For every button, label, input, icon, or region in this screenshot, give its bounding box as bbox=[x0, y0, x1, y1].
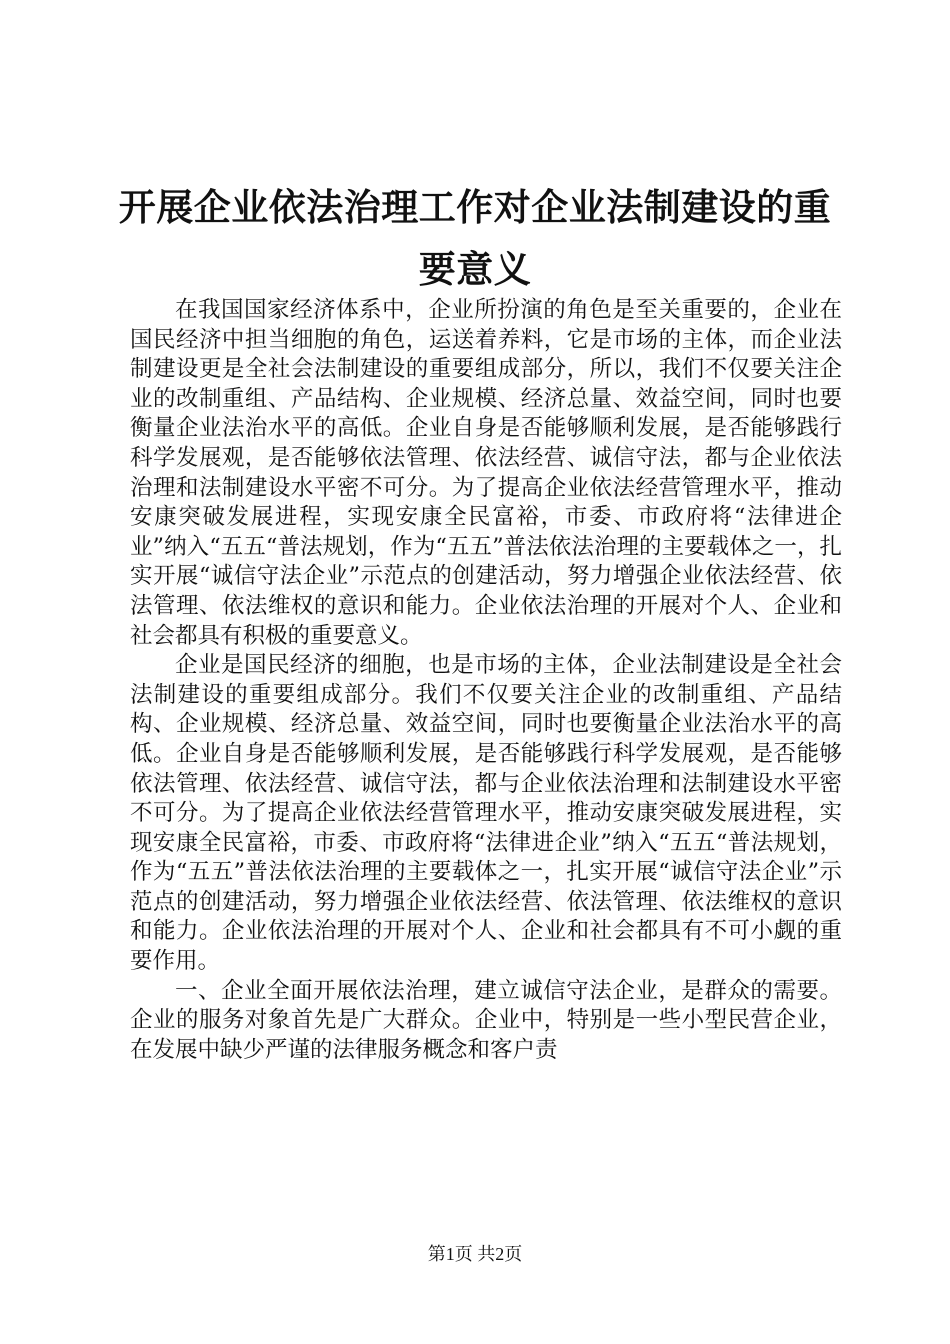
paragraph-1: 在我国国家经济体系中，企业所扮演的角色是至关重要的，企业在国民经济中担当细胞的角色，运送着养料，它是市场的主体，而企业法制建设更是全社会法制建设的重要组成部分，所以，我们不仅要关注企业的改制重组、产品结构、企业规模、经济总量、效益空间，同时也要衡量企业法治水平的高低。企业自身是否能够顺利发展，是否能够践行科学发展观，是否能够依法管理、依法经营、诚信守法，都与企业依法治理和法制建设水平密不可分。为了提高企业依法经营管理水平，推动安康突破发展进程，实现安康全民富裕，市委、市政府将“法律进企业”纳入“五五“普法规划，作为“五五”普法依法治理的主要载体之一，扎实开展“诚信守法企业”示范点的创建活动，努力增强企业依法经营、依法管理、依法维权的意识和能力。企业依法治理的开展对个人、企业和社会都具有积极的重要意义。 bbox=[130, 297, 842, 649]
document-title: 开展企业依法治理工作对企业法制建设的重要意义 bbox=[118, 185, 832, 291]
page-number-footer: 第1页 共2页 bbox=[427, 1244, 523, 1264]
document-body bbox=[130, 296, 842, 1065]
paragraph-2: 企业是国民经济的细胞，也是市场的主体，企业法制建设是全社会法制建设的重要组成部分。我们不仅要关注企业的改制重组、产品结构、企业规模、经济总量、效益空间，同时也要衡量企业法治水平的高低。企业自身是否能够顺利发展，是否能够践行科学发展观，是否能够依法管理、依法经营、诚信守法，都与企业依法治理和法制建设水平密不可分。为了提高企业依法经营管理水平，推动安康突破发展进程，实现安康全民富裕，市委、市政府将“法律进企业”纳入“五五“普法规划，作为“五五”普法依法治理的主要载体之一，扎实开展“诚信守法企业”示范点的创建活动，努力增强企业依法经营、依法管理、依法维权的意识和能力。企业依法治理的开展对个人、企业和社会都具有不可小觑的重要作用。 bbox=[130, 652, 842, 975]
paragraph-3: 一、企业全面开展依法治理，建立诚信守法企业，是群众的需要。企业的服务对象首先是广大群众。企业中，特别是一些小型民营企业，在发展中缺少严谨的法律服务概念和客户责 bbox=[130, 977, 842, 1063]
